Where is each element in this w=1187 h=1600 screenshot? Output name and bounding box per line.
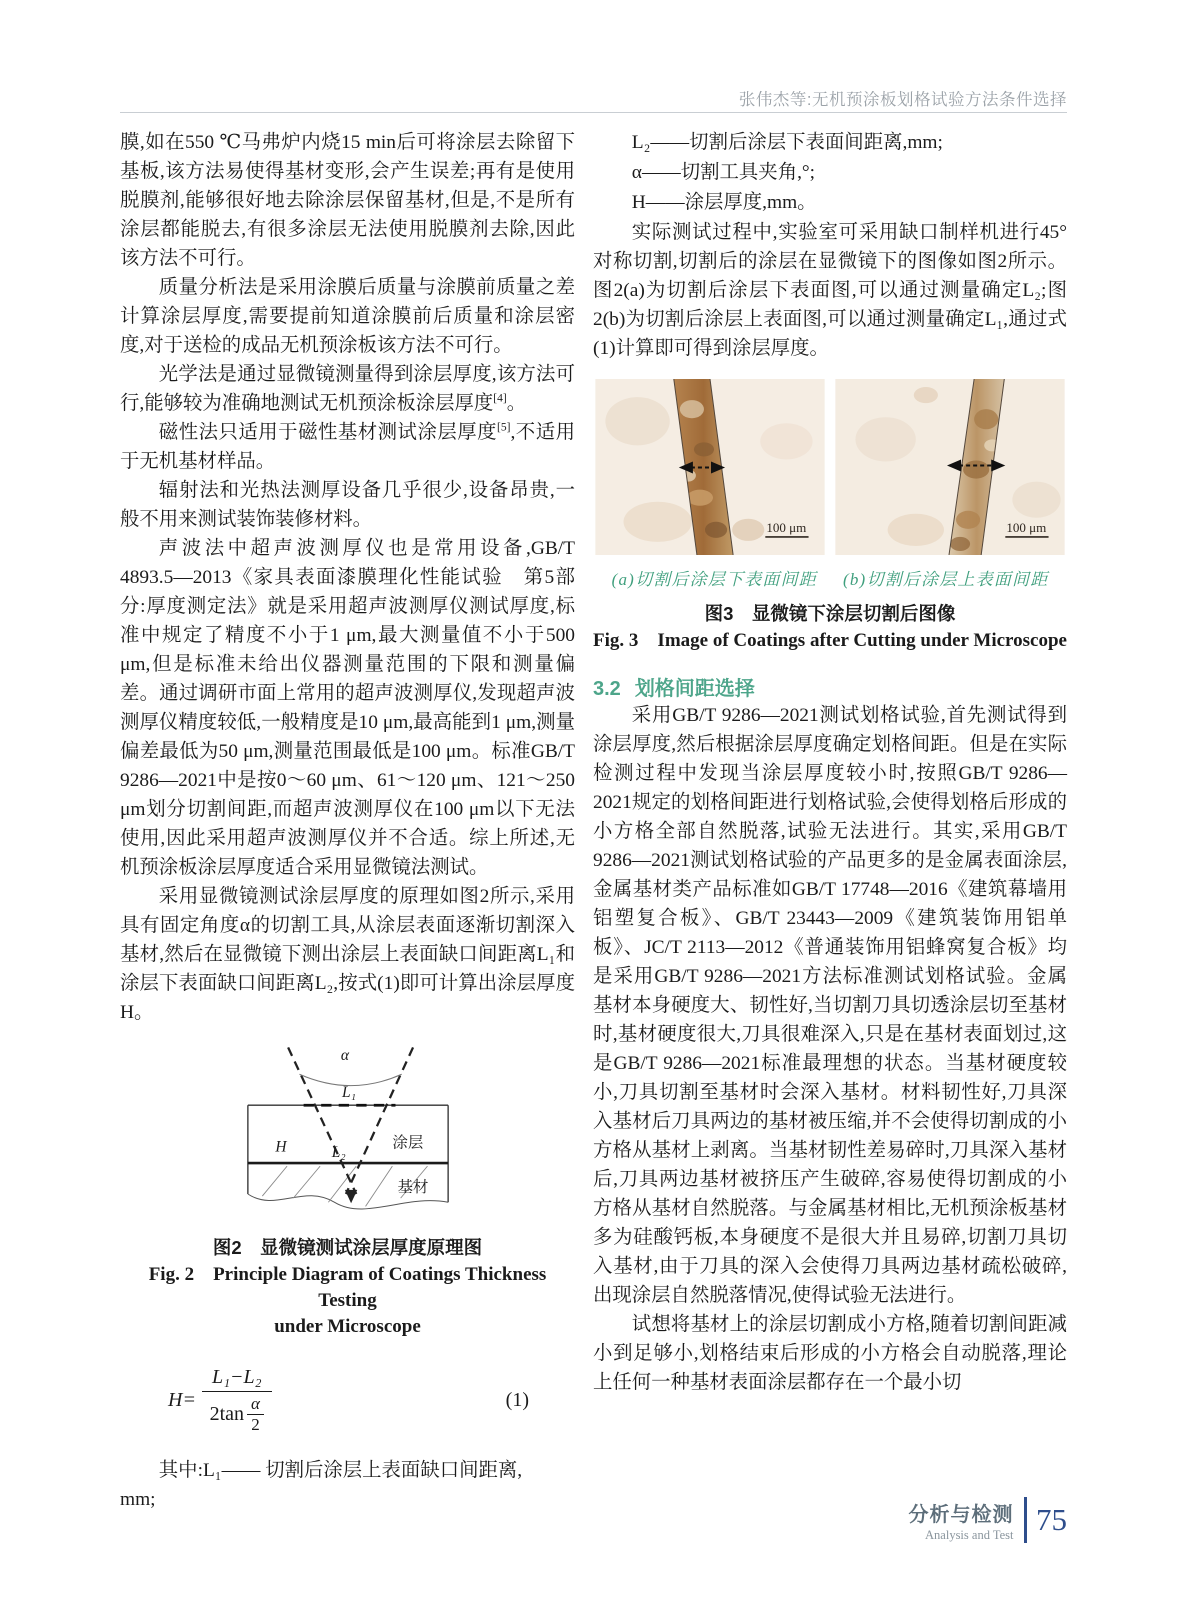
symbol-definition: L₂——切割后涂层下表面间距离,mm; xyxy=(631,132,943,153)
figure2-caption-en-line2: under Microscope xyxy=(274,1316,421,1337)
cutting-tool-left-edge xyxy=(288,1047,356,1194)
figure2-caption-en xyxy=(120,1262,575,1340)
where-clause-line1: 其中:L₁—— 切割后涂层上表面缺口间距离, xyxy=(158,1460,523,1481)
micrograph-a xyxy=(593,379,827,555)
equation-1 xyxy=(120,1366,575,1434)
two-column-body xyxy=(120,128,1067,1514)
figure2-diagram xyxy=(188,1041,508,1224)
equation-numerator: L₁−L₂ xyxy=(202,1366,272,1392)
L2-label: L₂ xyxy=(331,1143,346,1161)
figure3-subcaption-a: (a)切割后涂层下表面间距 xyxy=(611,570,817,589)
figure3-photos xyxy=(593,379,1067,555)
cutting-tool-right-edge xyxy=(345,1047,412,1194)
section-heading-3-2 xyxy=(593,672,1067,701)
figure3-subcaptions xyxy=(593,565,1067,590)
symbol-definition: H——涂层厚度,mm。 xyxy=(631,192,817,213)
scale-bar-label-a: 100 μm xyxy=(766,519,807,535)
alpha-over-two xyxy=(247,1394,264,1434)
micrograph-b xyxy=(833,379,1067,555)
substrate-label: 基材 xyxy=(397,1178,429,1196)
H-label: H xyxy=(274,1138,286,1156)
section-number: 3.2 xyxy=(593,678,621,700)
paragraph: 采用显微镜测试涂层厚度的原理如图2所示,采用具有固定角度α的切割工具,从涂层表面逐渐切割深入基材,然后在显微镜下测出涂层上表面缺口间距离L₁和涂层下表面缺口间距离L₂,按式(1)即可计算出涂层厚度H。 xyxy=(120,886,575,1023)
alpha-label: α xyxy=(340,1046,349,1064)
journal-name-block xyxy=(909,1498,1014,1543)
coating-thickness-principle-diagram xyxy=(188,1041,508,1219)
figure3-caption-cn: 图3 显微镜下涂层切割后图像 xyxy=(704,603,956,624)
figure2-caption-en-line1: Fig. 2 Principle Diagram of Coatings Thickness Testing xyxy=(148,1264,547,1311)
left-column xyxy=(120,128,575,1514)
equation-denominator xyxy=(210,1392,264,1434)
paragraph: 辐射法和光热法测厚设备几乎很少,设备昂贵,一般不用来测试装饰装修材料。 xyxy=(120,480,575,530)
paragraph: 试想将基材上的涂层切割成小方格,随着切割间距减小到足够小,划格结束后形成的小方格会自动脱落,理论上任何一种基材表面涂层都存在一个最小切 xyxy=(593,1314,1067,1393)
paragraph: 光学法是通过显微镜测量得到涂层厚度,该方法可行,能够较为准确地测试无机预涂板涂层厚度[4]。 xyxy=(120,364,575,414)
paragraph: 质量分析法是采用涂膜后质量与涂膜前质量之差计算涂层厚度,需要提前知道涂膜前后质量和涂层密度,对于送检的成品无机预涂板该方法不可行。 xyxy=(120,277,575,356)
journal-name-cn: 分析与检测 xyxy=(908,1503,1014,1526)
denominator-prefix: 2tan xyxy=(209,1402,245,1425)
two-denominator: 2 xyxy=(251,1415,260,1434)
intro-paragraph: 实际测试过程中,实验室可采用缺口制样机进行45°对称切割,切割后的涂层在显微镜下的图像如图2所示。图2(a)为切割后涂层下表面图,可以通过测量确定L₂;图2(b)为切割后涂层上表面图,可以通过测量确定L₁,通过式(1)计算即可得到涂层厚度。 xyxy=(593,222,1067,359)
figure3-subcaption-b: (b)切割后涂层上表面间距 xyxy=(843,570,1049,589)
symbol-definitions xyxy=(593,128,1067,218)
L1-label: L₁ xyxy=(341,1083,356,1101)
paragraph: 膜,如在550 ℃马弗炉内烧15 min后可将涂层去除留下基板,该方法易使得基材变形,会产生误差;再有是使用脱膜剂,能够很好地去除涂层保留基材,但是,不是所有涂层都能脱去,有很多涂层无法使用脱膜剂去除,因此该方法不可行。 xyxy=(120,132,575,269)
header-rule xyxy=(120,112,1067,113)
right-paragraphs xyxy=(593,701,1067,1397)
footer-divider-bar xyxy=(1024,1497,1028,1543)
scale-bar-label-b: 100 μm xyxy=(1006,519,1047,535)
where-clause-line2: mm; xyxy=(120,1489,156,1510)
equation-fraction xyxy=(202,1366,272,1434)
coating-label: 涂层 xyxy=(391,1134,423,1152)
page-number: 75 xyxy=(1036,1502,1067,1537)
paragraph: 磁性法只适用于磁性基材测试涂层厚度[5],不适用于无机基材样品。 xyxy=(120,421,575,472)
alpha-numerator: α xyxy=(247,1394,264,1415)
equation-lhs: H= xyxy=(168,1388,196,1411)
figure2-caption-cn: 图2 显微镜测试涂层厚度原理图 xyxy=(212,1237,483,1258)
equation-number: (1) xyxy=(505,1388,529,1411)
figure3-caption-en: Fig. 3 Image of Coatings after Cutting under Microscope xyxy=(593,630,1067,651)
tool-tip-arrow xyxy=(344,1190,356,1203)
symbol-definition: α——切割工具夹角,°; xyxy=(631,162,816,183)
page-footer xyxy=(120,1497,1067,1543)
section-title: 划格间距选择 xyxy=(634,678,755,700)
running-head: 张伟杰等:无机预涂板划格试验方法条件选择 xyxy=(738,91,1067,109)
left-paragraphs xyxy=(120,128,575,1027)
journal-name-en: Analysis and Test xyxy=(925,1527,1014,1542)
paragraph: 声波法中超声波测厚仪也是常用设备,GB/T 4893.5—2013《家具表面漆膜理化性能试验 第5部分:厚度测定法》就是采用超声波测厚仪测试厚度,标准中规定了精度不小于1 μm,最大测量值不小于500 μm,但是标准未给出仪器测量范围的下限和测量偏差。通过调研市面上常用的超声波测厚仪,发现超声波测厚仪精度较低,一般精度是10 μm,最高能到1 μm,测量偏差最低为50 μm,测量范围最低是100 μm。标准GB/T 9286—2021中是按0～60 μm、61～120 μm、121～250 μm划分切割间距,而超声波测厚仪在100 μm以下无法使用,因此采用超声波测厚仪并不合适。综上所述,无机预涂板涂层厚度适合采用显微镜法测试。 xyxy=(120,538,575,878)
right-column xyxy=(593,128,1067,1514)
paragraph: 采用GB/T 9286—2021测试划格试验,首先测试得到涂层厚度,然后根据涂层厚度确定划格间距。但是在实际检测过程中发现当涂层厚度较小时,按照GB/T 9286—2021规定的划格间距进行划格试验,会使得划格后形成的小方格全部自然脱落,试验无法进行。其实,采用GB/T 9286—2021测试划格试验的产品更多的是金属表面涂层,金属基材类产品标准如GB/T 17748—2016《建筑幕墙用铝塑复合板》、GB/T 23443—2009《建筑装饰用铝单板》、JC/T 2113—2012《普通装饰用铝蜂窝复合板》均是采用GB/T 9286—2021方法标准测试划格试验。金属基材本身硬度大、韧性好,当切割刀具切透涂层切至基材时,基材硬度很大,刀具很难深入,只是在基材表面划过,这是GB/T 9286—2021标准最理想的状态。当基材硬度较小,刀具切割至基材时会深入基材。材料韧性好,刀具深入基材后刀具两边的基材被压缩,并不会使得切割成的小方格从基材上剥离。当基材韧性差易碎时,刀具深入基材后,刀具两边基材被挤压产生破碎,容易使得切割成的小方格从基材自然脱落。与金属基材相比,无机预涂板基材多为硅酸钙板,本身硬度不是很大并且易碎,切割刀具切入基材,由于刀具的深入会使得刀具两边基材疏松破碎,出现涂层自然脱落情况,使得试验无法进行。 xyxy=(593,705,1067,1306)
